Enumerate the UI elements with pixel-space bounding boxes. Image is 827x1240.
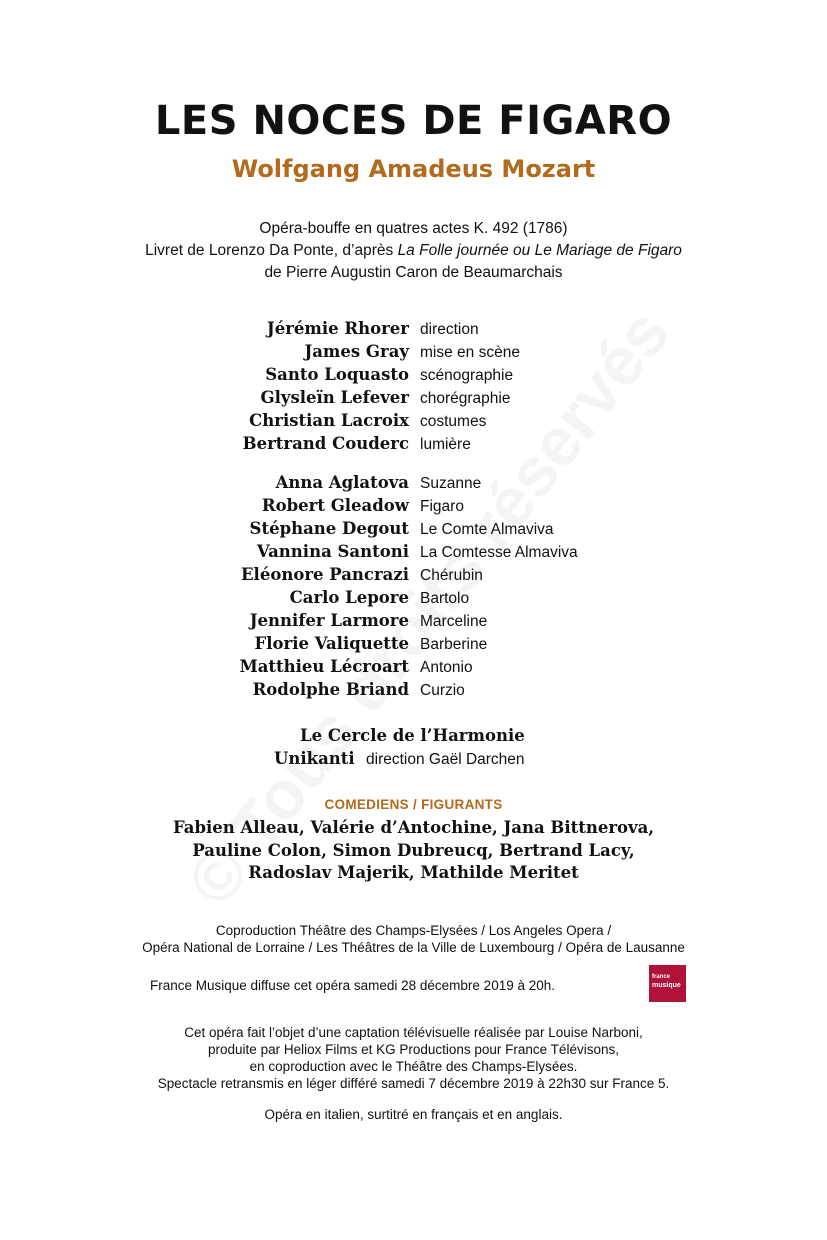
team-name: Jérémie Rhorer: [266, 319, 409, 338]
team-name: Glysleïn Lefever: [260, 388, 409, 407]
cast-name: Robert Gleadow: [261, 496, 409, 515]
logo-text-top: france: [652, 974, 671, 980]
cast-name: Eléonore Pancrazi: [240, 565, 409, 584]
cast-name: Jennifer Larmore: [249, 611, 409, 630]
team-row: [0, 409, 827, 432]
coproduction-line-1: Coproduction Théâtre des Champs-Elysées / Los Angeles Opera /: [215, 923, 612, 938]
cast-row: [0, 517, 827, 540]
comediens-line-2: Pauline Colon, Simon Dubreucq, Bertrand Lacy,: [192, 840, 635, 860]
cast-row: [0, 655, 827, 678]
cast-row: [0, 494, 827, 517]
cast-row: [0, 471, 827, 494]
creative-team-list: [0, 317, 827, 455]
cast-role: Figaro: [420, 498, 464, 515]
comediens-list: [0, 817, 827, 885]
team-row: [0, 432, 827, 455]
team-name: Christian Lacroix: [249, 411, 409, 430]
team-role: chorégraphie: [420, 390, 511, 407]
comediens-line-1: Fabien Alleau, Valérie d’Antochine, Jana Bittnerova,: [172, 818, 655, 837]
cast-name: Rodolphe Briand: [252, 680, 409, 699]
cast-row: [0, 540, 827, 563]
source-play-title: La Folle journée ou Le Mariage de Figaro: [397, 242, 682, 259]
team-row: [0, 386, 827, 409]
team-role: direction: [420, 321, 479, 338]
cast-name: Anna Aglatova: [275, 473, 409, 492]
captation-line-3: en coproduction avec le Théâtre des Champs-Elysées.: [249, 1059, 578, 1074]
cast-role: Antonio: [420, 659, 473, 676]
cast-role: Marceline: [420, 613, 488, 630]
broadcast-note: France Musique diffuse cet opéra samedi 28 décembre 2019 à 20h.: [150, 978, 555, 993]
team-role: costumes: [420, 413, 487, 430]
composer-name: Wolfgang Amadeus Mozart: [231, 155, 596, 183]
cast-row: [0, 609, 827, 632]
cast-row: [0, 586, 827, 609]
captation-line-2: produite par Heliox Films et KG Productions pour France Télévisons,: [208, 1042, 619, 1057]
choir-name: Unikanti: [274, 749, 355, 768]
cast-row: [0, 678, 827, 701]
captation-note: [0, 1024, 827, 1092]
team-role: lumière: [420, 436, 471, 453]
cast-name: Carlo Lepore: [289, 588, 409, 607]
ensembles: [0, 724, 827, 770]
cast-row: [0, 632, 827, 655]
comediens-heading: COMEDIENS / FIGURANTS: [324, 797, 503, 812]
cast-name: Vannina Santoni: [256, 542, 409, 561]
work-description: [0, 218, 827, 284]
team-row: [0, 317, 827, 340]
captation-line-4: Spectacle retransmis en léger différé samedi 7 décembre 2019 à 22h30 sur France 5.: [157, 1076, 670, 1091]
page-title: LES NOCES DE FIGARO: [154, 98, 673, 144]
orchestra-name: Le Cercle de l’Harmonie: [300, 726, 525, 745]
cast-role: Le Comte Almaviva: [420, 521, 554, 538]
coproduction-note: [0, 922, 827, 956]
orchestra-row: [0, 724, 827, 747]
cast-role: Barberine: [420, 636, 488, 653]
coproduction-line-2: Opéra National de Lorraine / Les Théâtres de la Ville de Luxembourg / Opéra de Lausanne: [142, 940, 685, 955]
cast-role: Bartolo: [420, 590, 470, 607]
choir-director: direction Gaël Darchen: [366, 751, 525, 768]
team-role: scénographie: [420, 367, 514, 384]
cast-role: Curzio: [420, 682, 465, 699]
intro-line-3: de Pierre Augustin Caron de Beaumarchais: [264, 264, 563, 281]
france-musique-logo: [649, 965, 686, 1002]
cast-role: Suzanne: [420, 475, 482, 492]
team-name: James Gray: [304, 342, 409, 361]
cast-name: Stéphane Degout: [249, 519, 409, 538]
cast-role: Chérubin: [420, 567, 483, 584]
logo-text-bottom: musique: [652, 982, 681, 989]
choir-row: [0, 747, 827, 770]
cast-role: La Comtesse Almaviva: [420, 544, 578, 561]
cast-name: Matthieu Lécroart: [239, 657, 409, 676]
cast-list: [0, 471, 827, 701]
team-row: [0, 340, 827, 363]
team-row: [0, 363, 827, 386]
intro-line-1: Opéra-bouffe en quatres actes K. 492 (1786): [259, 220, 568, 237]
libretto-credit: Livret de Lorenzo Da Ponte, d’après: [145, 242, 398, 259]
intro-line-2: [0, 240, 827, 262]
cast-row: [0, 563, 827, 586]
cast-name: Florie Valiquette: [254, 634, 409, 653]
team-role: mise en scène: [420, 344, 520, 361]
team-name: Bertrand Couderc: [242, 434, 409, 453]
comediens-line-3: Radoslav Majerik, Mathilde Meritet: [248, 863, 579, 882]
team-name: Santo Loquasto: [265, 365, 409, 384]
captation-line-1: Cet opéra fait l’objet d’une captation télévisuelle réalisée par Louise Narboni,: [184, 1025, 643, 1040]
language-note: Opéra en italien, surtitré en français et en anglais.: [264, 1107, 563, 1122]
